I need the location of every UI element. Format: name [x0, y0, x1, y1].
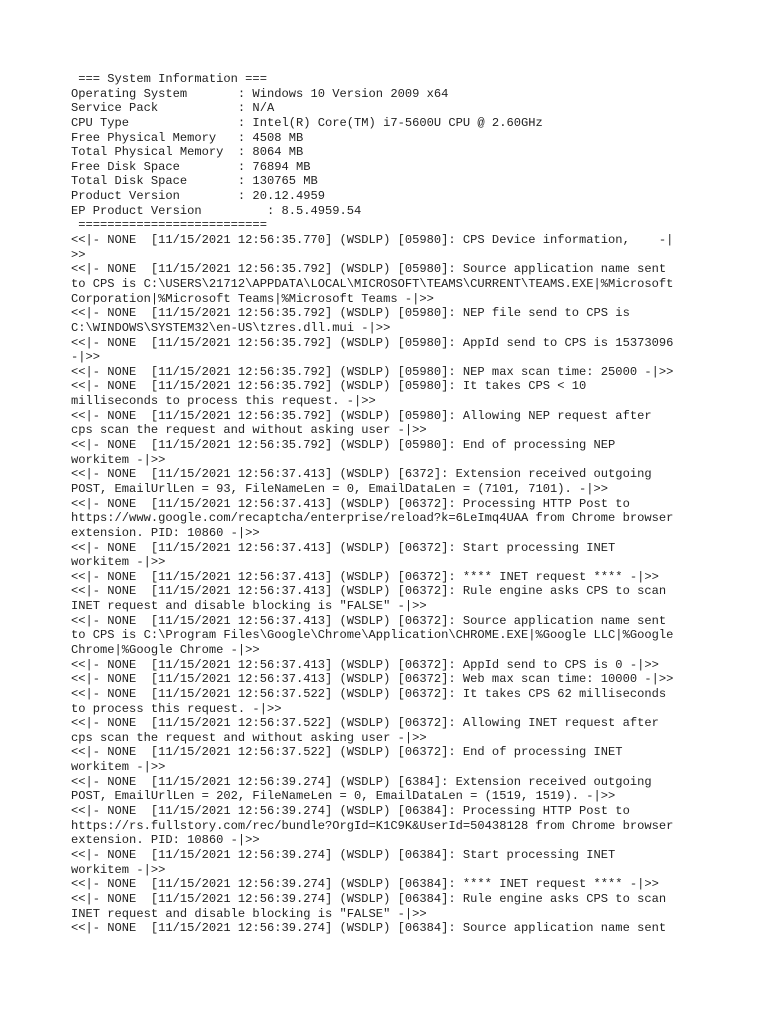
- log-line: Free Disk Space : 76894 MB: [71, 159, 311, 174]
- log-line: <<|- NONE [11/15/2021 12:56:39.274] (WSDLP) [06384]: **** INET request **** -|>>: [71, 877, 659, 892]
- log-line: POST, EmailUrlLen = 93, FileNameLen = 0, EmailDataLen = (7101, 7101). -|>>: [71, 481, 609, 496]
- log-line: <<|- NONE [11/15/2021 12:56:39.274] (WSDLP) [06384]: Source application name sent: [71, 921, 667, 936]
- log-line: <<|- NONE [11/15/2021 12:56:39.274] (WSDLP) [6384]: Extension received outgoing: [71, 774, 652, 789]
- log-line: <<|- NONE [11/15/2021 12:56:35.792] (WSDLP) [05980]: It takes CPS < 10: [71, 379, 587, 394]
- log-line: workitem -|>>: [71, 452, 166, 467]
- log-line: Total Physical Memory : 8064 MB: [71, 145, 304, 160]
- log-line: ==========================: [71, 218, 267, 233]
- log-line: workitem -|>>: [71, 555, 166, 570]
- log-line: <<|- NONE [11/15/2021 12:56:39.274] (WSDLP) [06384]: Rule engine asks CPS to scan: [71, 891, 667, 906]
- log-line: -|>>: [71, 350, 101, 365]
- log-line: extension. PID: 10860 -|>>: [71, 525, 260, 540]
- log-line: https://www.google.com/recaptcha/enterprise/reload?k=6LeImq4UAA from Chrome browser: [71, 511, 674, 526]
- log-line: === System Information ===: [71, 72, 267, 86]
- log-line: cps scan the request and without asking user -|>>: [71, 423, 427, 438]
- log-line: <<|- NONE [11/15/2021 12:56:37.413] (WSDLP) [06372]: **** INET request **** -|>>: [71, 569, 659, 584]
- log-text-block: [71, 72, 701, 936]
- log-line: Corporation|%Microsoft Teams|%Microsoft Teams -|>>: [71, 291, 434, 306]
- log-line: Product Version : 20.12.4959: [71, 189, 326, 204]
- log-line: <<|- NONE [11/15/2021 12:56:37.522] (WSDLP) [06372]: End of processing INET: [71, 745, 623, 760]
- log-line: workitem -|>>: [71, 862, 166, 877]
- log-line: EP Product Version : 8.5.4959.54: [71, 203, 362, 218]
- log-line: INET request and disable blocking is "FALSE" -|>>: [71, 906, 427, 921]
- log-line: <<|- NONE [11/15/2021 12:56:35.770] (WSDLP) [05980]: CPS Device information, -|: [71, 233, 674, 248]
- log-line: >>: [71, 247, 86, 262]
- log-line: workitem -|>>: [71, 760, 166, 775]
- log-line: Operating System : Windows 10 Version 2009 x64: [71, 86, 449, 101]
- log-line: <<|- NONE [11/15/2021 12:56:35.792] (WSDLP) [05980]: NEP file send to CPS is: [71, 306, 630, 321]
- log-line: Chrome|%Google Chrome -|>>: [71, 642, 260, 657]
- log-line: <<|- NONE [11/15/2021 12:56:37.413] (WSDLP) [06372]: Source application name sent: [71, 613, 667, 628]
- log-line: extension. PID: 10860 -|>>: [71, 833, 260, 848]
- log-line: <<|- NONE [11/15/2021 12:56:37.413] (WSDLP) [06372]: Web max scan time: 10000 -|>>: [71, 672, 674, 687]
- log-line: to process this request. -|>>: [71, 701, 282, 716]
- log-line: Service Pack : N/A: [71, 101, 275, 116]
- log-line: <<|- NONE [11/15/2021 12:56:37.413] (WSDLP) [06372]: AppId send to CPS is 0 -|>>: [71, 657, 659, 672]
- log-line: <<|- NONE [11/15/2021 12:56:39.274] (WSDLP) [06384]: Start processing INET: [71, 847, 616, 862]
- log-line: <<|- NONE [11/15/2021 12:56:39.274] (WSDLP) [06384]: Processing HTTP Post to: [71, 804, 630, 819]
- log-line: milliseconds to process this request. -|>>: [71, 394, 376, 409]
- log-line: https://rs.fullstory.com/rec/bundle?OrgId=K1C9K&UserId=50438128 from Chrome browser: [71, 818, 674, 833]
- log-line: to CPS is C:\Program Files\Google\Chrome\Application\CHROME.EXE|%Google LLC|%Google: [71, 628, 674, 643]
- log-line: cps scan the request and without asking user -|>>: [71, 730, 427, 745]
- log-line: POST, EmailUrlLen = 202, FileNameLen = 0, EmailDataLen = (1519, 1519). -|>>: [71, 789, 616, 804]
- log-line: <<|- NONE [11/15/2021 12:56:37.413] (WSDLP) [06372]: Start processing INET: [71, 540, 616, 555]
- log-line: C:\WINDOWS\SYSTEM32\en-US\tzres.dll.mui -|>>: [71, 320, 391, 335]
- log-line: <<|- NONE [11/15/2021 12:56:35.792] (WSDLP) [05980]: NEP max scan time: 25000 -|>>: [71, 364, 674, 379]
- log-line: <<|- NONE [11/15/2021 12:56:35.792] (WSDLP) [05980]: Allowing NEP request after: [71, 408, 652, 423]
- log-line: <<|- NONE [11/15/2021 12:56:37.413] (WSDLP) [06372]: Rule engine asks CPS to scan: [71, 584, 667, 599]
- log-line: <<|- NONE [11/15/2021 12:56:37.413] (WSDLP) [6372]: Extension received outgoing: [71, 467, 652, 482]
- log-line: CPU Type : Intel(R) Core(TM) i7-5600U CPU @ 2.60GHz: [71, 115, 543, 130]
- log-line: Free Physical Memory : 4508 MB: [71, 130, 304, 145]
- log-line: <<|- NONE [11/15/2021 12:56:35.792] (WSDLP) [05980]: AppId send to CPS is 15373096: [71, 335, 674, 350]
- log-line: Total Disk Space : 130765 MB: [71, 174, 318, 189]
- log-line: INET request and disable blocking is "FALSE" -|>>: [71, 599, 427, 614]
- log-line: <<|- NONE [11/15/2021 12:56:37.522] (WSDLP) [06372]: Allowing INET request after: [71, 716, 659, 731]
- log-line: to CPS is C:\USERS\21712\APPDATA\LOCAL\MICROSOFT\TEAMS\CURRENT\TEAMS.EXE|%Microsoft: [71, 276, 674, 291]
- log-line: <<|- NONE [11/15/2021 12:56:35.792] (WSDLP) [05980]: Source application name sent: [71, 262, 667, 277]
- log-line: <<|- NONE [11/15/2021 12:56:35.792] (WSDLP) [05980]: End of processing NEP: [71, 438, 616, 453]
- log-line: <<|- NONE [11/15/2021 12:56:37.413] (WSDLP) [06372]: Processing HTTP Post to: [71, 496, 630, 511]
- log-line: <<|- NONE [11/15/2021 12:56:37.522] (WSDLP) [06372]: It takes CPS 62 milliseconds: [71, 686, 667, 701]
